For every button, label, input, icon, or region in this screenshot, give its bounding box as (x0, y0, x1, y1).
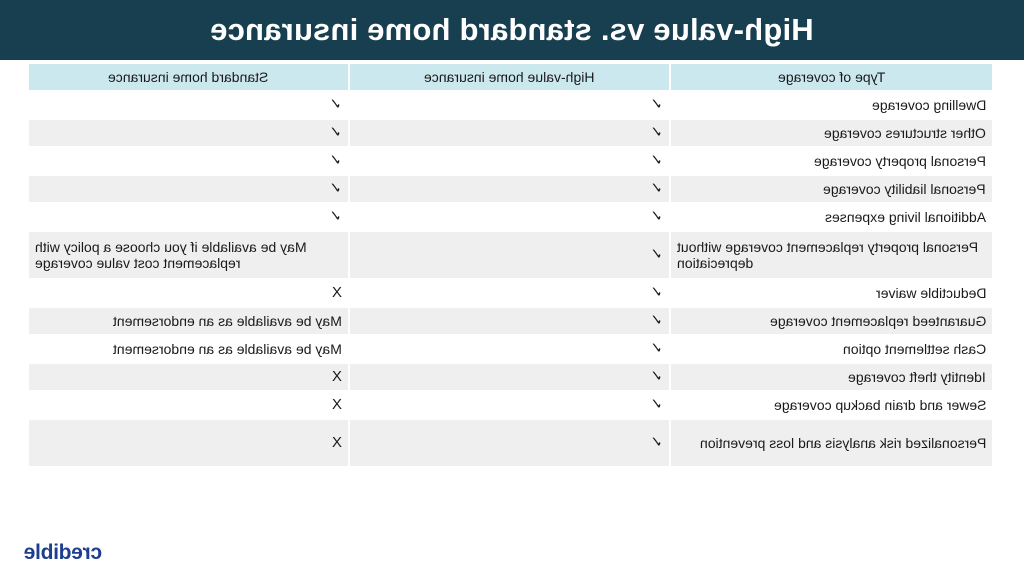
header-type: Type of coverage (671, 64, 992, 90)
table-row (29, 364, 992, 390)
cell-high-value: ✓ (350, 232, 669, 278)
title-bar (0, 0, 1024, 60)
cell-type: Guaranteed replacement coverage (671, 308, 992, 334)
cell-standard: ✓ (29, 176, 348, 202)
cell-standard: X (29, 280, 348, 306)
cell-standard: ✓ (29, 92, 348, 118)
cell-standard: ✓ (29, 148, 348, 174)
cell-high-value: ✓ (350, 392, 669, 418)
table-header (29, 64, 992, 90)
cell-standard: May be available if you choose a policy with replacement cost value coverage (29, 232, 348, 278)
credible-logo: credible (24, 541, 103, 564)
header-standard: Standard home insurance (29, 64, 348, 90)
page-title: High-value vs. standard home insurance (210, 12, 814, 47)
table-row (29, 204, 992, 230)
cell-standard: X (29, 420, 348, 466)
cell-type: Personal property coverage (671, 148, 992, 174)
cell-type: Dwelling coverage (671, 92, 992, 118)
cell-high-value: ✓ (350, 280, 669, 306)
cell-high-value: ✓ (350, 420, 669, 466)
cell-standard: May be available as an endorsement (29, 336, 348, 362)
cell-type: Identity theft coverage (671, 364, 992, 390)
cell-standard: X (29, 392, 348, 418)
table-row (29, 392, 992, 418)
cell-standard: ✓ (29, 120, 348, 146)
cell-high-value: ✓ (350, 148, 669, 174)
coverage-table (29, 64, 992, 466)
cell-type: Personalized risk analysis and loss prevention (671, 420, 992, 466)
cell-standard: X (29, 364, 348, 390)
cell-high-value: ✓ (350, 308, 669, 334)
table-row (29, 336, 992, 362)
cell-type: Sewer and drain backup coverage (671, 392, 992, 418)
header-high-value: High-value home insurance (350, 64, 669, 90)
table-row (29, 232, 992, 278)
table-row (29, 420, 992, 466)
cell-type: Cash settlement option (671, 336, 992, 362)
cell-high-value: ✓ (350, 92, 669, 118)
cell-type: Other structures coverage (671, 120, 992, 146)
table-row (29, 308, 992, 334)
cell-high-value: ✓ (350, 120, 669, 146)
table-row (29, 92, 992, 118)
cell-high-value: ✓ (350, 336, 669, 362)
table-row (29, 176, 992, 202)
cell-type: Additional living expenses (671, 204, 992, 230)
cell-high-value: ✓ (350, 364, 669, 390)
cell-high-value: ✓ (350, 204, 669, 230)
table-row (29, 120, 992, 146)
cell-standard: May be available as an endorsement (29, 308, 348, 334)
cell-type: Deductible waiver (671, 280, 992, 306)
cell-standard: ✓ (29, 204, 348, 230)
table-row (29, 148, 992, 174)
table-row (29, 280, 992, 306)
cell-type: Personal liability coverage (671, 176, 992, 202)
cell-high-value: ✓ (350, 176, 669, 202)
cell-type: Personal property replacement coverage without depreciation (671, 232, 992, 278)
